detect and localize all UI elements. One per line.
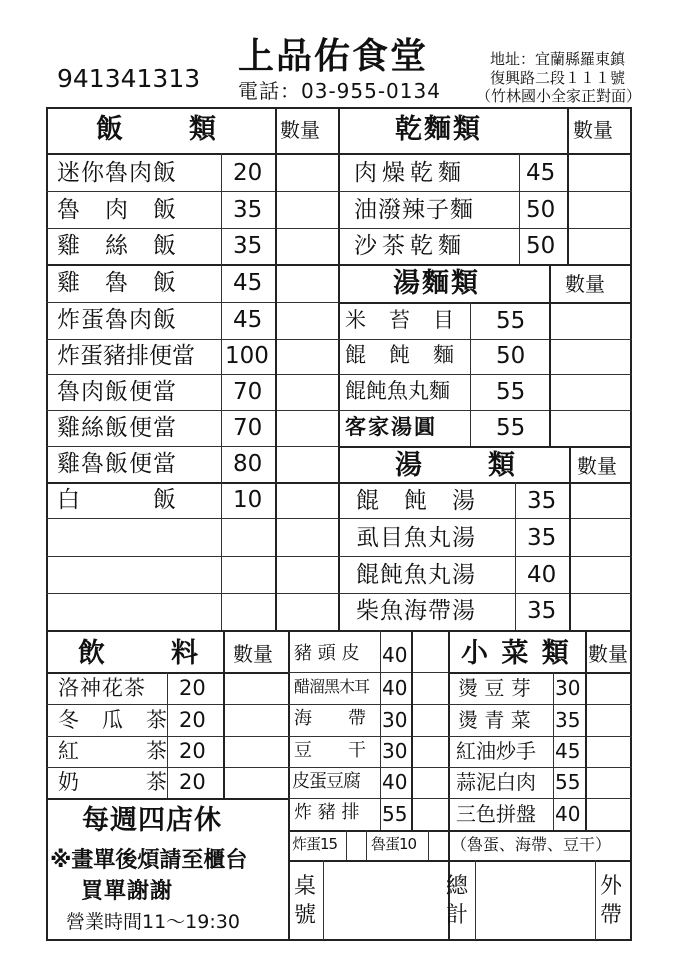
rice-item-qty-box[interactable]: [278, 485, 336, 516]
drink-price: 20: [179, 739, 206, 763]
side-dish-price: 45: [555, 739, 581, 763]
rice-item-qty-box[interactable]: [278, 304, 336, 337]
soup-noodle-qty-box[interactable]: [552, 412, 628, 444]
side-dish-price: 55: [555, 770, 581, 794]
fried-egg-qty-box[interactable]: [348, 832, 364, 858]
soup-title: 湯 類: [395, 450, 519, 481]
drinks-qty-header: 數量: [233, 642, 273, 666]
rice-item-name: 雞 魯 飯: [57, 270, 177, 296]
total-field[interactable]: [477, 862, 593, 938]
soup-noodle-name: 米 苔 目: [345, 308, 455, 332]
takeout-label[interactable]: 外帶: [600, 874, 623, 928]
soup-name: 虱目魚丸湯: [356, 525, 476, 551]
rice-item-qty-box[interactable]: [278, 230, 336, 263]
soup-name: 餛 飩 湯: [356, 488, 476, 514]
side-dish-price: 35: [555, 708, 581, 732]
platter-note: （魯蛋、海帶、豆干）: [451, 835, 612, 854]
soup-noodle-qty-box[interactable]: [552, 304, 628, 337]
mid-item-name: 豬 頭 皮: [294, 643, 360, 664]
soup-noodle-qty-box[interactable]: [552, 341, 628, 372]
mid-item-price: 30: [382, 739, 408, 763]
side-dish-price: 30: [555, 676, 581, 700]
drink-qty-box[interactable]: [226, 738, 286, 765]
rice-item-qty-box[interactable]: [278, 193, 336, 226]
rice-item-price: 80: [233, 451, 263, 477]
drink-price: 20: [179, 770, 206, 794]
rice-item-name: 魯 肉 飯: [57, 197, 177, 223]
mobile-number: 941341313: [57, 64, 201, 93]
rice-item-qty-box[interactable]: [278, 155, 336, 189]
table-number-label: 桌號: [294, 874, 317, 928]
mid-item-price: 40: [382, 770, 408, 794]
rice-item-name: 魯肉飯便當: [57, 379, 177, 405]
mid-item-price: 30: [382, 708, 408, 732]
rice-item-price: 35: [233, 197, 263, 223]
side-dish-qty-box[interactable]: [588, 800, 628, 828]
rice-item-name: 白 飯: [57, 487, 177, 513]
rice-item-name: 迷你魯肉飯: [57, 160, 177, 186]
drink-qty-box[interactable]: [226, 769, 286, 796]
rice-item-name: 雞 絲 飯: [57, 233, 177, 259]
phone-number: 電話：03-955-0134: [238, 79, 441, 103]
rice-item-price: 20: [233, 160, 263, 186]
rice-item-qty-box[interactable]: [278, 376, 336, 408]
soup-noodle-name: 餛飩魚丸麵: [345, 379, 450, 403]
braised-egg-label: 魯蛋10: [371, 835, 417, 853]
mid-item-price: 40: [382, 676, 408, 700]
soup-qty-box[interactable]: [572, 485, 628, 516]
address-line-2: 復興路二段１１１號: [490, 69, 626, 87]
rice-item-price: 10: [233, 487, 263, 513]
drink-price: 20: [179, 676, 206, 700]
soup-price: 40: [527, 562, 557, 588]
side-dish-name: 燙 豆 芽: [458, 676, 531, 700]
soup-noodle-price: 50: [496, 343, 526, 369]
rice-item-price: 100: [225, 343, 269, 369]
mid-item-name: 炸 豬 排: [294, 802, 360, 823]
dry-noodle-qty-box[interactable]: [570, 155, 628, 189]
rice-item-name: 炸蛋魯肉飯: [57, 307, 177, 333]
soup-qty-box[interactable]: [572, 521, 628, 554]
rice-item-qty-box[interactable]: [278, 341, 336, 372]
mid-item-price: 55: [382, 802, 408, 826]
dry-noodle-price: 50: [526, 233, 556, 259]
drink-name: 紅 茶: [58, 739, 168, 763]
rice-item-qty-box[interactable]: [278, 448, 336, 480]
soup-noodle-name: 客家湯圓: [345, 415, 437, 439]
rice-item-qty-box[interactable]: [278, 267, 336, 300]
soup-noodle-qty-box[interactable]: [552, 376, 628, 408]
side-dish-name: 蒜泥白肉: [456, 770, 536, 794]
soup-noodle-price: 55: [496, 415, 526, 441]
soup-qty-header: 數量: [577, 454, 617, 478]
address-line-1: 地址：宜蘭縣羅東鎮: [490, 50, 626, 68]
mid-item-qty-box[interactable]: [413, 738, 446, 765]
soup-price: 35: [527, 598, 557, 624]
dry-noodle-qty-box[interactable]: [570, 193, 628, 226]
shop-name: 上品佑食堂: [238, 35, 429, 77]
soup-noodle-name: 餛 飩 麵: [345, 343, 455, 367]
soup-noodle-price: 55: [496, 379, 526, 405]
dry-noodle-price: 45: [526, 160, 556, 186]
drink-name: 洛神花茶: [58, 676, 146, 700]
rice-title: 飯 類: [96, 114, 220, 145]
drink-price: 20: [179, 708, 206, 732]
order-instruction-line-2: 買單謝謝: [81, 879, 174, 904]
mid-item-price: 40: [382, 643, 408, 667]
rice-item-name: 炸蛋豬排便當: [57, 343, 195, 369]
drink-qty-box[interactable]: [226, 706, 286, 734]
rice-item-price: 45: [233, 307, 263, 333]
rice-item-name: 雞魯飯便當: [57, 451, 177, 477]
soup-qty-box[interactable]: [572, 559, 628, 591]
mid-item-qty-box[interactable]: [413, 769, 446, 796]
mid-item-qty-box[interactable]: [413, 706, 446, 734]
dry-noodle-name: 沙茶乾麵: [354, 233, 466, 259]
side-dishes-qty-header: 數量: [588, 642, 628, 666]
rice-item-qty-box[interactable]: [278, 412, 336, 444]
total-label: 總計: [446, 874, 469, 928]
rice-item-price: 70: [233, 379, 263, 405]
soup-price: 35: [527, 488, 557, 514]
mid-item-qty-box[interactable]: [413, 632, 446, 670]
rice-item-name: 雞絲飯便當: [57, 415, 177, 441]
mid-item-qty-box[interactable]: [413, 800, 446, 828]
rice-item-price: 35: [233, 233, 263, 259]
dry-noodles-title: 乾麵類: [395, 114, 482, 145]
soup-name: 柴魚海帶湯: [356, 598, 476, 624]
side-dish-name: 紅油炒手: [456, 739, 536, 763]
side-dish-name: 三色拼盤: [456, 802, 536, 826]
soup-name: 餛飩魚丸湯: [356, 562, 476, 588]
drink-qty-box[interactable]: [226, 674, 286, 702]
drink-name: 奶 茶: [58, 770, 168, 794]
rice-item-price: 70: [233, 415, 263, 441]
soup-qty-box[interactable]: [572, 596, 628, 628]
address-line-3: （竹林國小全家正對面）: [476, 87, 642, 105]
soup-noodles-title: 湯麵類: [393, 268, 480, 299]
dry-noodle-price: 50: [526, 197, 556, 223]
side-dish-qty-box[interactable]: [588, 738, 628, 765]
soup-price: 35: [527, 525, 557, 551]
soup-noodles-qty-header: 數量: [565, 272, 605, 296]
side-dish-qty-box[interactable]: [588, 769, 628, 796]
side-dish-name: 燙 青 菜: [458, 708, 531, 732]
rice-item-price: 45: [233, 270, 263, 296]
soup-noodle-price: 55: [496, 308, 526, 334]
side-dishes-title: 小 菜 類: [461, 638, 571, 669]
fried-egg-label: 炸蛋15: [292, 835, 338, 853]
dry-noodle-name: 油潑辣子麵: [354, 197, 474, 223]
order-instruction-line-1: ※畫單後煩請至櫃台: [50, 848, 248, 873]
mid-item-name: 醋溜黑木耳: [294, 677, 370, 696]
dry-noodles-qty-header: 數量: [573, 118, 613, 142]
mid-item-qty-box[interactable]: [413, 674, 446, 702]
side-dish-price: 40: [555, 802, 581, 826]
dry-noodle-name: 肉燥乾麵: [354, 160, 466, 186]
drink-name: 冬 瓜 茶: [58, 708, 168, 732]
mid-item-name: 皮蛋豆腐: [292, 771, 360, 792]
business-hours: 營業時間11～19:30: [66, 911, 240, 933]
rice-qty-header: 數量: [280, 118, 320, 142]
drinks-title: 飲 料: [78, 638, 202, 669]
closed-day-notice: 每週四店休: [82, 805, 222, 836]
dry-noodle-qty-box[interactable]: [570, 230, 628, 263]
mid-item-name: 豆 干: [294, 740, 366, 761]
side-dish-qty-box[interactable]: [588, 706, 628, 734]
mid-item-name: 海 帶: [294, 708, 366, 729]
side-dish-qty-box[interactable]: [588, 674, 628, 702]
